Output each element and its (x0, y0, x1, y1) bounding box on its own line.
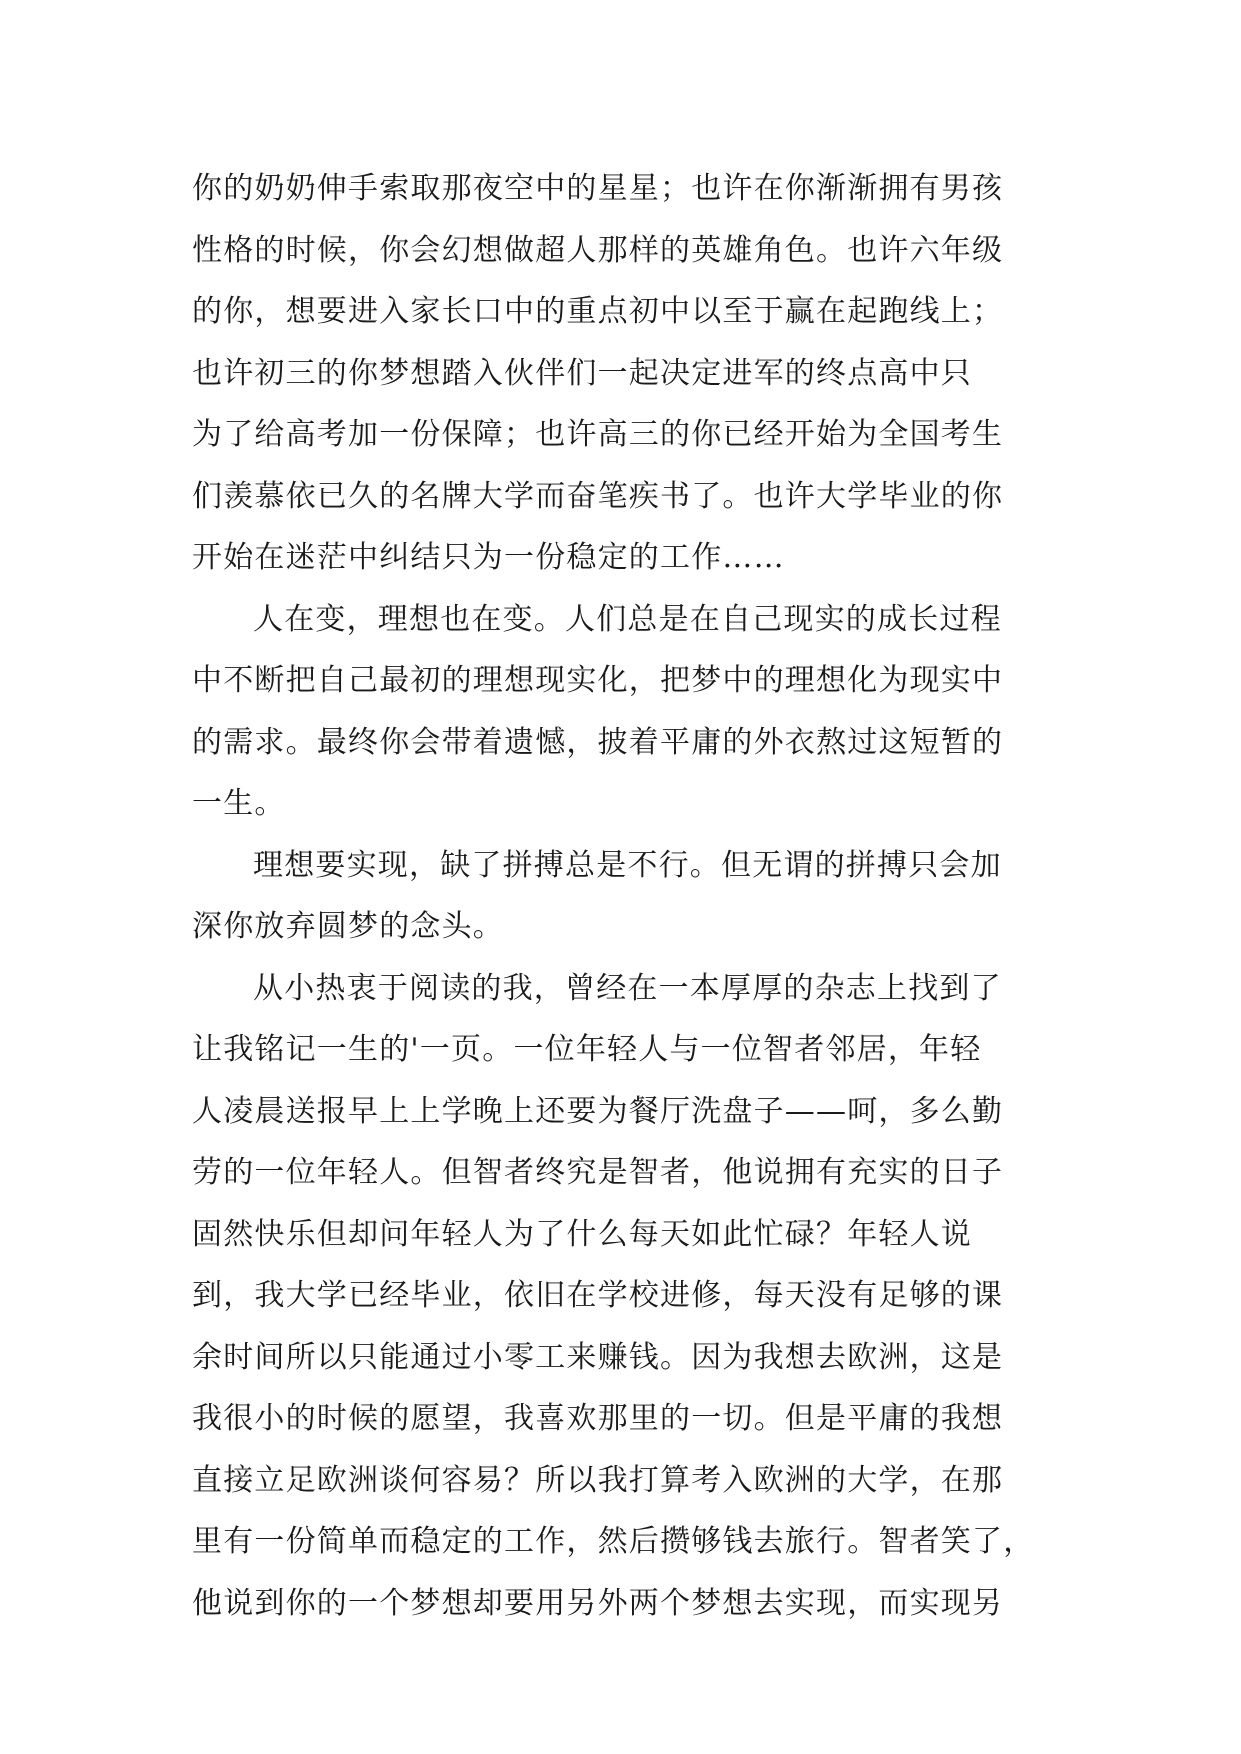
text-line: 我很小的时候的愿望，我喜欢那里的一切。但是平庸的我想 (192, 1401, 1004, 1436)
text-line: 人凌晨送报早上上学晚上还要为餐厅洗盘子——呵，多么勤 (192, 1093, 1004, 1129)
text-line: 里有一份简单而稳定的工作，然后攒够钱去旅行。智者笑了， (192, 1524, 1035, 1559)
paragraph-start-line: 人在变，理想也在变。人们总是在自己现实的成长过程 (253, 601, 1002, 637)
text-line: 一生。 (192, 786, 286, 821)
text-line: 到，我大学已经毕业，依旧在学校进修，每天没有足够的课 (192, 1278, 1004, 1313)
body-text (192, 158, 1072, 1634)
text-line: 中不断把自己最初的理想现实化，把梦中的理想化为现实中 (192, 663, 1004, 698)
text-line: 开始在迷茫中纠结只为一份稳定的工作…… (192, 540, 785, 575)
text-line: 余时间所以只能通过小零工来赚钱。因为我想去欧洲，这是 (192, 1339, 1004, 1375)
text-line: 也许初三的你梦想踏入伙伴们一起决定进军的终点高中只 (192, 355, 972, 391)
text-line: 的你，想要进入家长口中的重点初中以至于赢在起跑线上； (192, 294, 1004, 329)
text-line: 劳的一位年轻人。但智者终究是智者，他说拥有充实的日子 (192, 1155, 1004, 1190)
text-line: 的需求。最终你会带着遗憾，披着平庸的外衣熬过这短暂的 (192, 724, 1004, 760)
text-line: 他说到你的一个梦想却要用另外两个梦想去实现，而实现另 (192, 1585, 1004, 1621)
text-line: 让我铭记一生的'一页。一位年轻人与一位智者邻居，年轻 (192, 1032, 982, 1067)
text-line: 们羡慕依已久的名牌大学而奋笔疾书了。也许大学毕业的你 (192, 478, 1004, 514)
paragraph-start-line: 从小热衷于阅读的我，曾经在一本厚厚的杂志上找到了 (253, 970, 1002, 1006)
text-line: 直接立足欧洲谈何容易？所以我打算考入欧洲的大学，在那 (192, 1462, 1004, 1498)
paragraph-start-line: 理想要实现，缺了拼搏总是不行。但无谓的拼搏只会加 (253, 847, 1002, 883)
text-line: 性格的时候，你会幻想做超人那样的英雄角色。也许六年级 (192, 232, 1004, 268)
text-line: 固然快乐但却问年轻人为了什么每天如此忙碌？年轻人说 (192, 1216, 972, 1252)
text-line: 你的奶奶伸手索取那夜空中的星星；也许在你渐渐拥有男孩 (192, 171, 1004, 206)
text-line: 为了给高考加一份保障；也许高三的你已经开始为全国考生 (192, 417, 1004, 452)
text-line: 深你放弃圆梦的念头。 (192, 909, 504, 944)
